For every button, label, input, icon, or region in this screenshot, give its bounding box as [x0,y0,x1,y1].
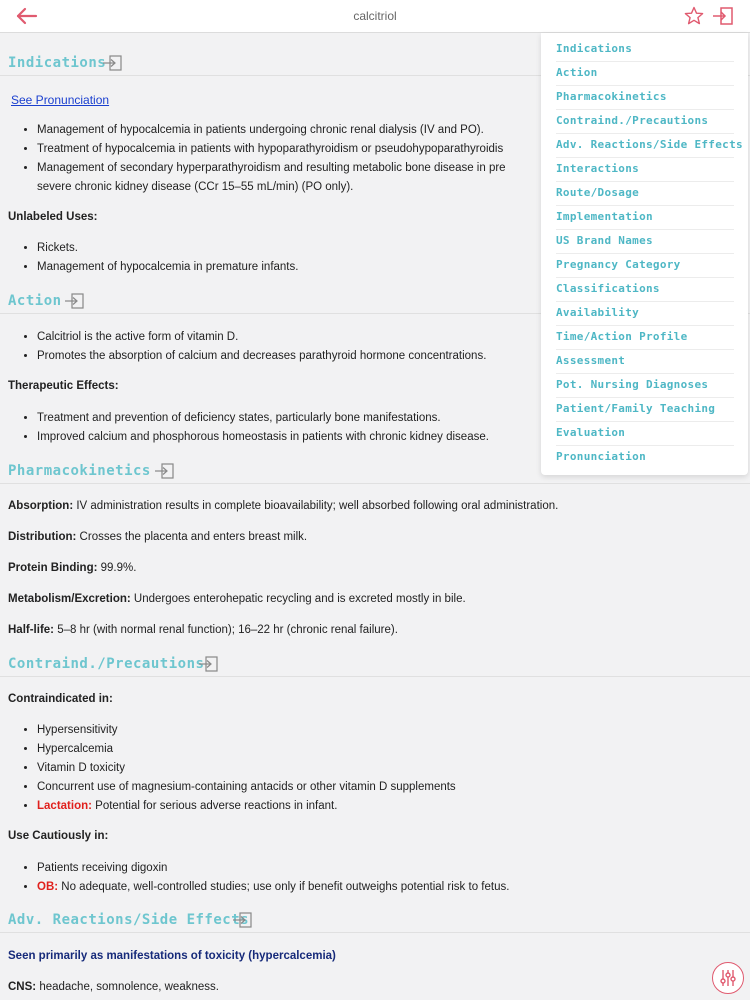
half-life-label: Half-life: [8,624,54,636]
distribution-text: Crosses the placenta and enters breast milk. [76,531,308,543]
list-item: • Management of secondary hyperparathyroidism and resulting metabolic bone disease in pre [37,159,557,178]
menu-item-implementation[interactable]: Implementation [556,205,734,230]
list-item: • Vitamin D toxicity [37,759,456,778]
menu-item-pregnancy-category[interactable]: Pregnancy Category [556,253,734,278]
menu-item-indications[interactable]: Indications [556,37,734,62]
menu-item-time-action-profile[interactable]: Time/Action Profile [556,325,734,350]
see-pronunciation-link[interactable]: See Pronunciation [11,93,110,107]
use-cautiously-label: Use Cautiously in: [8,830,109,842]
metabolism-row [8,593,466,605]
top-bar [0,0,750,33]
protein-binding-row [8,562,136,574]
unlabeled-uses-label: Unlabeled Uses: [8,211,98,223]
menu-item-route-dosage[interactable]: Route/Dosage [556,181,734,206]
section-title-pharmacokinetics: Pharmacokinetics [8,463,151,479]
list-item: • Treatment and prevention of deficiency states, particularly bone manifestations. [37,409,489,428]
list-item: • Calcitriol is the active form of vitamin D. [37,328,486,347]
absorption-row [8,500,558,512]
contraindicated-label: Contraindicated in: [8,693,113,705]
metabolism-label: Metabolism/Excretion: [8,593,131,605]
star-icon[interactable] [684,6,704,26]
exit-icon[interactable] [712,6,734,26]
indications-list [20,121,557,197]
list-item: • Improved calcium and phosphorous homeostasis in patients with chronic kidney disease. [37,428,489,447]
menu-item-nursing-diagnoses[interactable]: Pot. Nursing Diagnoses [556,373,734,398]
list-item-continuation: severe chronic kidney disease (CCr 15–55 mL/min) (PO only). [37,181,354,193]
section-title-action: Action [8,293,62,309]
lactation-item [37,797,456,816]
list-item: • Concurrent use of magnesium-containing antacids or other vitamin D supplements [37,778,456,797]
absorption-label: Absorption: [8,500,74,512]
list-item: • Management of hypocalcemia in patients undergoing chronic renal dialysis (IV and PO). [37,121,557,140]
use-cautiously-list [20,859,509,897]
list-item: • Management of hypocalcemia in premature infants. [37,258,298,277]
contraindicated-list [20,721,456,816]
menu-item-evaluation[interactable]: Evaluation [556,421,734,446]
ob-label: OB: [37,881,59,893]
menu-item-classifications[interactable]: Classifications [556,277,734,302]
section-header-contraind [0,654,750,677]
protein-binding-text: 99.9%. [97,562,137,574]
distribution-row [8,531,307,543]
section-title-indications: Indications [8,55,107,71]
protein-binding-label: Protein Binding: [8,562,98,574]
list-item: • Rickets. [37,239,298,258]
lactation-label: Lactation: [37,800,92,812]
distribution-label: Distribution: [8,531,77,543]
menu-item-pharmacokinetics[interactable]: Pharmacokinetics [556,85,734,110]
menu-item-assessment[interactable]: Assessment [556,349,734,374]
menu-item-interactions[interactable]: Interactions [556,157,734,182]
ob-item [37,878,509,897]
list-item: • Promotes the absorption of calcium and decreases parathyroid hormone concentrations. [37,347,486,366]
page-title: calcitriol [353,9,397,23]
therapeutic-effects-list [20,409,489,447]
menu-item-contraind[interactable]: Contraind./Precautions [556,109,734,134]
absorption-text: IV administration results in complete bioavailability; well absorbed following oral administration. [73,500,559,512]
metabolism-text: Undergoes enterohepatic recycling and is excreted mostly in bile. [130,593,466,605]
lactation-text: Potential for serious adverse reactions in infant. [91,800,338,812]
menu-item-adverse-reactions[interactable]: Adv. Reactions/Side Effects [556,133,734,158]
jump-icon[interactable] [102,55,122,71]
list-item: • Hypersensitivity [37,721,456,740]
cns-row [8,981,219,993]
menu-item-patient-teaching[interactable]: Patient/Family Teaching [556,397,734,422]
menu-item-us-brand-names[interactable]: US Brand Names [556,229,734,254]
unlabeled-uses-list [20,239,298,277]
cns-text: headache, somnolence, weakness. [36,981,219,993]
settings-sliders-button[interactable] [712,962,744,994]
list-item: • Treatment of hypocalcemia in patients with hypoparathyroidism or pseudohypoparathyroidis [37,140,557,159]
list-item: • Hypercalcemia [37,740,456,759]
toxicity-subtitle: Seen primarily as manifestations of toxicity (hypercalcemia) [8,950,336,962]
half-life-text: 5–8 hr (with normal renal function); 16–22 hr (chronic renal failure). [54,624,398,636]
jump-icon[interactable] [198,656,218,672]
list-item: • Patients receiving digoxin [37,859,509,878]
cns-label: CNS: [8,981,37,993]
menu-item-availability[interactable]: Availability [556,301,734,326]
sliders-icon [718,968,738,988]
jump-icon[interactable] [154,463,174,479]
ob-text: No adequate, well-controlled studies; use only if benefit outweighs potential risk to fetus. [58,881,510,893]
section-menu [541,33,748,475]
half-life-row [8,624,398,636]
section-title-contraind: Contraind./Precautions [8,656,205,672]
jump-icon[interactable] [232,912,252,928]
menu-item-action[interactable]: Action [556,61,734,86]
menu-item-pronunciation[interactable]: Pronunciation [556,450,646,463]
section-title-adverse: Adv. Reactions/Side Effects [8,912,250,928]
jump-icon[interactable] [64,293,84,309]
therapeutic-effects-label: Therapeutic Effects: [8,380,119,392]
section-header-adverse [0,910,750,933]
action-list [20,328,486,366]
